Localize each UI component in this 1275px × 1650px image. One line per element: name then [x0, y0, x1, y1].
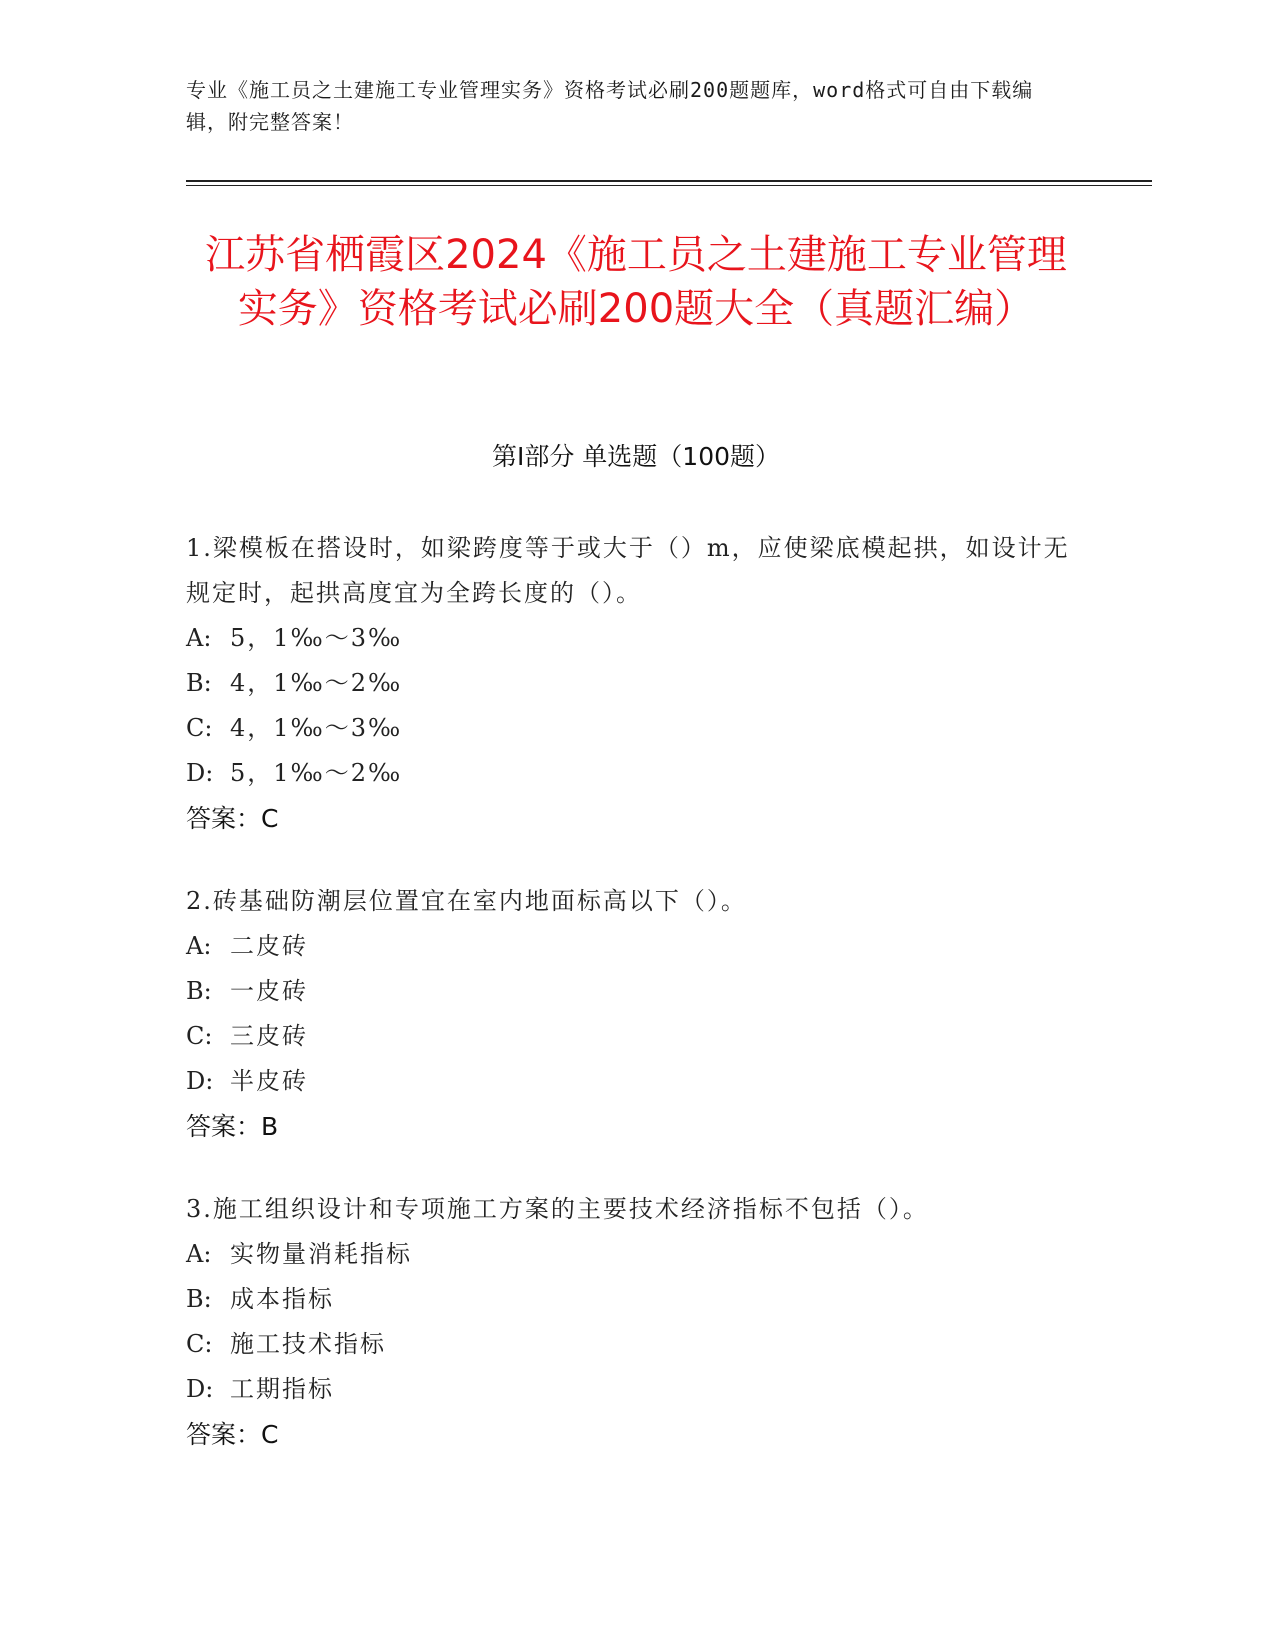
- question-list: [186, 526, 1086, 1495]
- option-b: [186, 661, 1086, 706]
- option-letter: A:: [186, 624, 212, 652]
- option-text: 工期指标: [230, 1375, 334, 1403]
- option-text: 4，1‰～2‰: [230, 669, 403, 697]
- option-c: [186, 1014, 1086, 1059]
- option-a: [186, 1232, 1086, 1277]
- answer-label: 答案：B: [186, 1112, 279, 1141]
- question-stem: 3.施工组织设计和专项施工方案的主要技术经济指标不包括（）。: [186, 1195, 929, 1223]
- answer-label: 答案：C: [186, 1420, 279, 1449]
- header-rule-thin: [186, 185, 1152, 186]
- option-text: 施工技术指标: [230, 1330, 386, 1358]
- option-d: [186, 1059, 1086, 1104]
- option-letter: A:: [186, 932, 212, 960]
- question-2: [186, 879, 1086, 1149]
- document-title: 江苏省栖霞区2024《施工员之土建施工专业管理实务》资格考试必刷200题大全（真题汇编）: [205, 232, 1067, 332]
- header-note: 专业《施工员之土建施工专业管理实务》资格考试必刷200题题库，word格式可自由下载编辑，附完整答案！: [186, 78, 1034, 134]
- option-b: [186, 969, 1086, 1014]
- answer-label: 答案：C: [186, 804, 279, 833]
- option-letter: B:: [186, 977, 212, 1005]
- header-rule-thick: [186, 180, 1152, 182]
- option-letter: C:: [186, 1330, 213, 1358]
- option-letter: D:: [186, 1067, 214, 1095]
- question-3: [186, 1187, 1086, 1457]
- option-letter: B:: [186, 669, 212, 697]
- question-1: [186, 526, 1086, 841]
- option-text: 4，1‰～3‰: [230, 714, 403, 742]
- option-a: [186, 616, 1086, 661]
- option-letter: D:: [186, 1375, 214, 1403]
- option-text: 三皮砖: [230, 1022, 308, 1050]
- option-letter: C:: [186, 1022, 213, 1050]
- question-stem: 1.梁模板在搭设时，如梁跨度等于或大于（）m，应使梁底模起拱，如设计无规定时，起拱高度宜为全跨长度的（）。: [186, 534, 1070, 607]
- option-text: 一皮砖: [230, 977, 308, 1005]
- option-d: [186, 751, 1086, 796]
- option-text: 实物量消耗指标: [230, 1240, 412, 1268]
- option-text: 二皮砖: [230, 932, 308, 960]
- option-text: 半皮砖: [230, 1067, 308, 1095]
- option-text: 5，1‰～3‰: [230, 624, 403, 652]
- option-letter: A:: [186, 1240, 212, 1268]
- question-stem: 2.砖基础防潮层位置宜在室内地面标高以下（）。: [186, 887, 747, 915]
- option-text: 成本指标: [230, 1285, 334, 1313]
- option-text: 5，1‰～2‰: [230, 759, 403, 787]
- option-letter: C:: [186, 714, 213, 742]
- option-letter: D:: [186, 759, 214, 787]
- option-a: [186, 924, 1086, 969]
- option-b: [186, 1277, 1086, 1322]
- option-letter: B:: [186, 1285, 212, 1313]
- option-c: [186, 706, 1086, 751]
- option-d: [186, 1367, 1086, 1412]
- option-c: [186, 1322, 1086, 1367]
- section-heading: 第I部分 单选题（100题）: [491, 442, 781, 471]
